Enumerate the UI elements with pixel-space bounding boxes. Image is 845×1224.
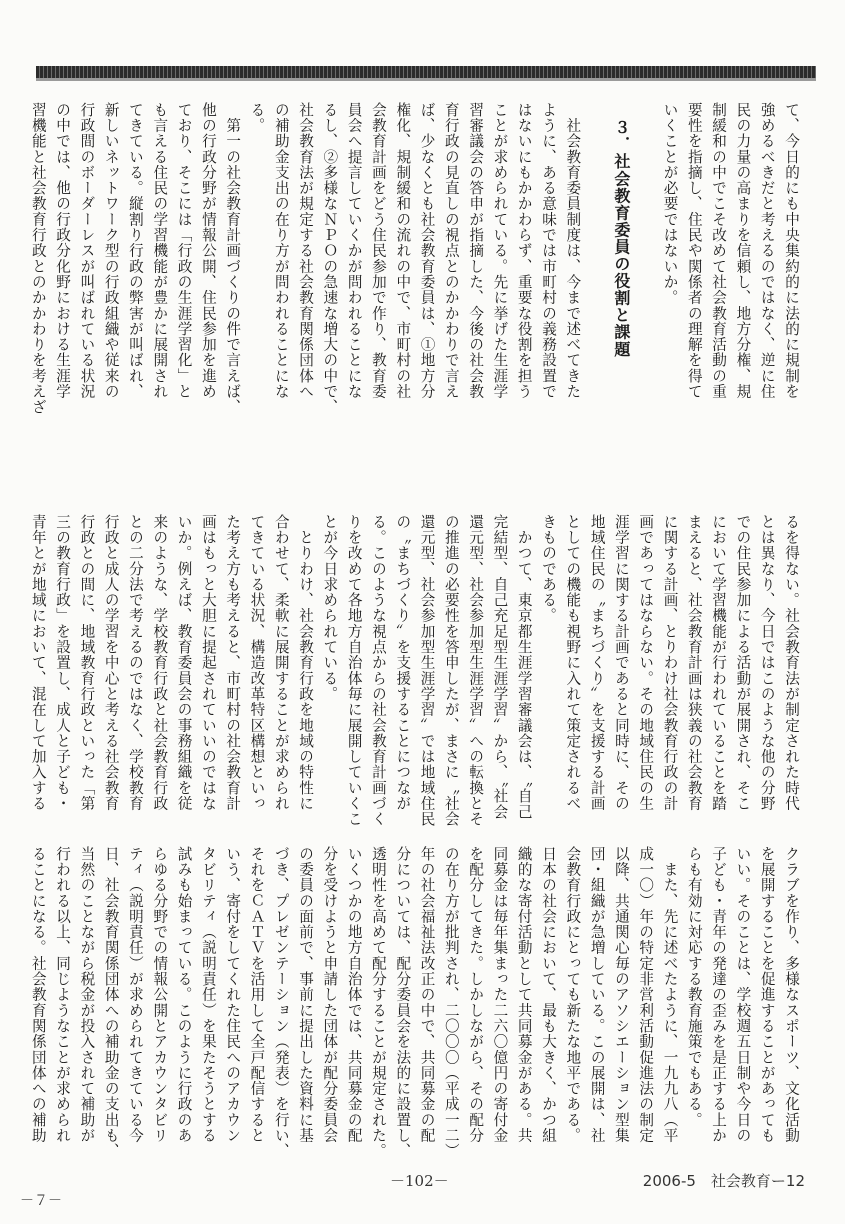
paragraph-section-3: 社会教育委員制度は、今まで述べてきた ように、ある意味では市町村の義務設置で はないにもかかわらず、重要な役割を担う ことが求められている。先に挙げた生涯学 習審議会の答申が指摘した、今後の社会教 育行政の見直しの視点とのかかわりで言え ば、少なくとも社会教育委員は、①地方分 権化、規制緩和の流れの中で、市町村の社 会教育計画をどう住民参加で作り、教育委 員会へ提言していくかが問われることにな るし、②多様なＮＰＯの急速な増大の中で、 社会教育法が規定する社会教育関係団体へ の補助金支出の在り方が問われることにな る。 第一の社会教育計画づくりの件で言えば、 他の行政分野が情報公開、住民参加を進め ており、そこには「行政の生涯学習化」と も言える住民の学習機能が豊かに展開され てきている。縦割り行政の弊害が叫ばれ、 新しいネットワーク型の行政組織や従来の 行政間のボーダーレスが叫ばれている状況 の中では、他の行政分化野における生涯学 習機能と社会教育行政とのかかわりを考えざ: [29, 102, 582, 415]
text-column-top: [29, 102, 803, 482]
paragraph-bottom: クラブを作り、多様なスポーツ、文化活動 を展開することを促進することがあっても いい。そのことは、学校週五日制や今日の 子ども・青年の発達の歪みを是正する上か らも有効に対応する教育施策でもある。 また、先に述べたように、一九九八（平 成一〇）年の特定非営利活動促進法の制定 以降、共通関心毎のアソシエーション型集 団・組織が急増している。この展開は、社 会教育行政にとっても新たな地平である。 日本の社会において、最も大きく、かつ組 織的な寄付活動として共同募金がある。共 同募金は毎年集まった二六〇億円の寄付金 を配分してきた。しかしながら、その配分 の在り方が批判され、二〇〇〇（平成一二） 年の社会福祉法改正の中で、共同募金の配 分については、配分委員会を法的に設置し、 透明性を高めて配分することが規定された。 いくつかの地方自治体では、共同募金の配 分を受けようと申請した団体が配分委員会 の委員の面前で、事前に提出した資料に基 づき、プレゼンテーション（発表）を行い、 それをＣＡＴＶを活用して全戸配信すると いう、寄付をしてくれた住民へのアカウン タビリティ（説明責任）を果たそうとする 試みも始まっている。このように行政のあ らゆる分野での情報公開とアカウンタビリ ティ（説明責任）が求められてきている今 日、社会教育関係団体への補助金の支出も、 当然のことながら税金が投入されて補助が 行われる以上、同じようなことが求められ ることになる。社会教育関係団体への補助: [29, 846, 800, 1159]
text-column-middle: [29, 514, 803, 827]
magazine-issue-label: 2006-5 社会教育ー12: [642, 1172, 805, 1190]
text-column-bottom: [29, 846, 803, 1159]
paragraph-intro: て、今日的にも中央集約的に法的に規制を 強めるべきだと考えるのではなく、逆に住 民の力量の高まりを信頼し、地方分権、規 制緩和の中でこそ改めて社会教育活動の重 要性を指摘し、住民や関係者の理解を得て いくことが必要ではないか。: [661, 102, 800, 400]
header-rule-band: [36, 66, 816, 78]
header-rule-underline: [36, 78, 816, 81]
section-heading-3: ３．社会教育委員の役割と課題: [611, 119, 631, 358]
paragraph-middle: るを得ない。社会教育法が制定された時代 とは異なり、今日ではこのような他の分野 での住民参加による活動が展開され、そこ において学習機能が行われていることを踏 まえると、社会教育計画は狭義の社会教育 に関する計画、とりわけ社会教育行政の計 画であってはならない。その地域住民の生 涯学習に関する計画であると同時に、その 地域住民の〝まちづくり〟を支援する計画 としての機能も視野に入れて策定されるべ きものである。 かつて、東京都生涯学習審議会は、〝自己 完結型、自己充足型生涯学習〟から、〝社会 還元型、社会参加型生涯学習〟への転換とそ の推進の必要性を答申したが、まさに〝社会 還元型、社会参加型生涯学習〟では地域住民 の〝まちづくり〟を支援することにつなが る。このような視点からの社会教育計画づく りを改めて各地方自治体毎に展開していくこ とが今日求められている。 とりわけ、社会教育行政を地域の特性に 合わせて、柔軟に展開することが求められ てきている状況、構造改革特区構想といっ た考え方も考えると、市町村の社会教育計 画はもっと大胆に提起されていいのではな いか。例えば、教育委員会の事務組織を従 来のような、学校教育行政と社会教育行政 との二分法で考えるのではなく、学校教育 行政と成人の学習を中心と考える社会教育 行政との間に、地域教育行政といった「第 三の教育行政」を設置し、成人と子ども・ 青年とが地域において、混在して加入する: [29, 514, 800, 827]
left-page-marker: －７－: [20, 1193, 62, 1209]
page-number: －102－: [390, 1172, 449, 1190]
